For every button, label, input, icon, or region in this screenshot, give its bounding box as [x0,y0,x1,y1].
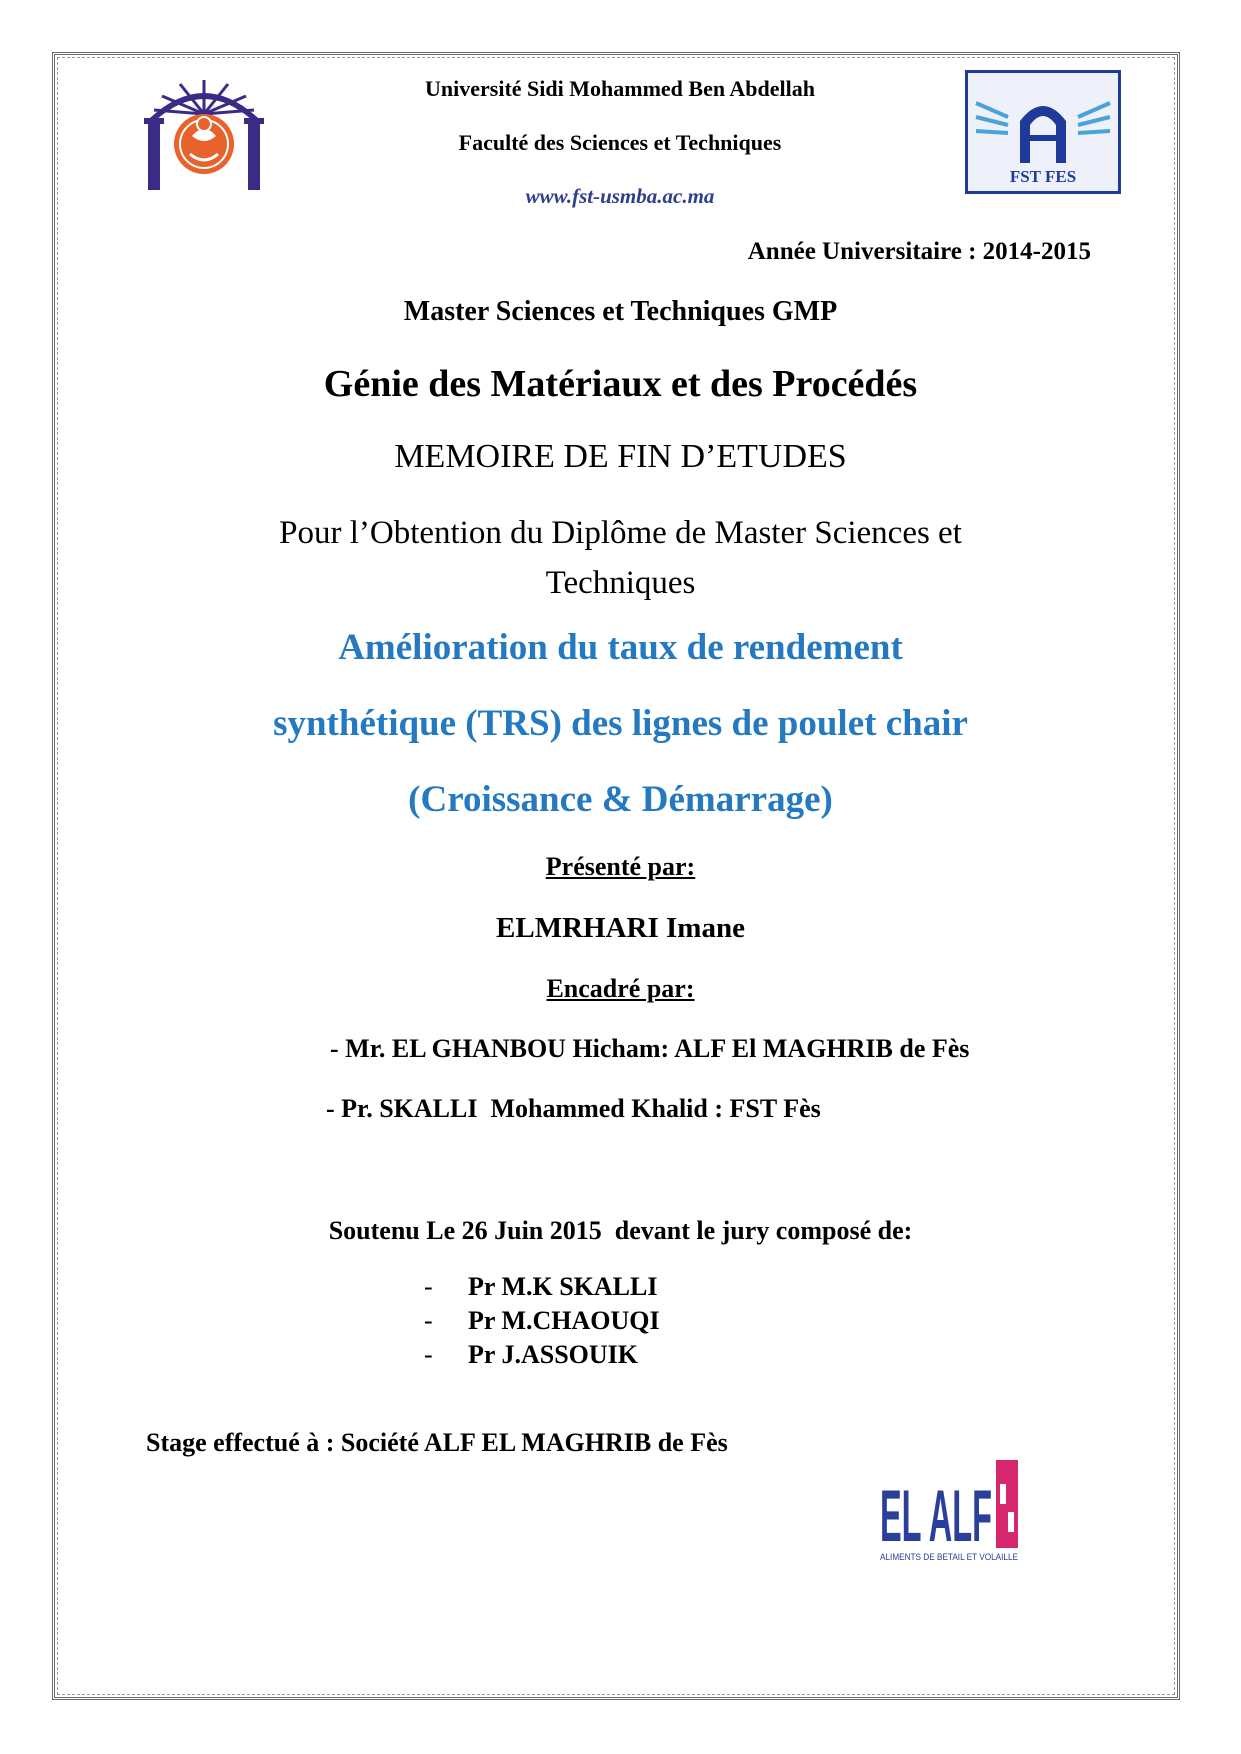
faculty-name: Faculté des Sciences et Techniques [458,130,782,155]
obtention-line-1: Pour l’Obtention du Diplôme de Master Sciences et [279,515,962,551]
jury-member: - Pr J.ASSOUIK [424,1340,638,1369]
supervisor-2: - Pr. SKALLI Mohammed Khalid : FST Fès [326,1094,821,1123]
jury-member: - Pr M.K SKALLI [424,1272,658,1301]
internship-statement: Stage effectué à : Société ALF EL MAGHRIB de Fès [146,1428,728,1457]
supervised-by-label: Encadré par: [546,974,695,1003]
thesis-title-line-3: (Croissance & Démarrage) [408,779,833,820]
el-alf-wordmark: EL ALF [880,1474,992,1558]
fst-fes-label: FST FES [1009,167,1077,186]
obtention-line-2: Techniques [545,565,696,601]
author-name: ELMRHARI Imane [496,912,745,944]
jury-member: - Pr M.CHAOUQI [424,1306,660,1335]
defense-statement: Soutenu Le 26 Juin 2015 devant le jury composé de: [328,1216,913,1245]
supervisor-1: - Mr. EL GHANBOU Hicham: ALF El MAGHRIB de Fès [330,1034,970,1063]
usmba-logo [140,74,268,194]
document-type: MEMOIRE DE FIN D’ETUDES [394,438,847,475]
presented-by-label: Présenté par: [545,852,696,881]
obtention-statement [0,508,1241,608]
el-alf-logo [878,1456,1024,1566]
university-name: Université Sidi Mohammed Ben Abdellah [425,76,815,101]
fst-fes-logo [965,70,1121,194]
specialty-title: Génie des Matériaux et des Procédés [323,363,918,405]
jury-list [424,1270,660,1372]
academic-year: Année Universitaire : 2014-2015 [747,238,1091,265]
el-alf-subtext: ALIMENTS DE BETAIL ET VOLAILLE [880,1552,1018,1562]
faculty-website: www.fst-usmba.ac.ma [525,184,715,208]
thesis-title-line-2: synthétique (TRS) des lignes de poulet chair [273,703,968,744]
thesis-title-line-1: Amélioration du taux de rendement [338,627,903,668]
master-program: Master Sciences et Techniques GMP [403,296,838,327]
